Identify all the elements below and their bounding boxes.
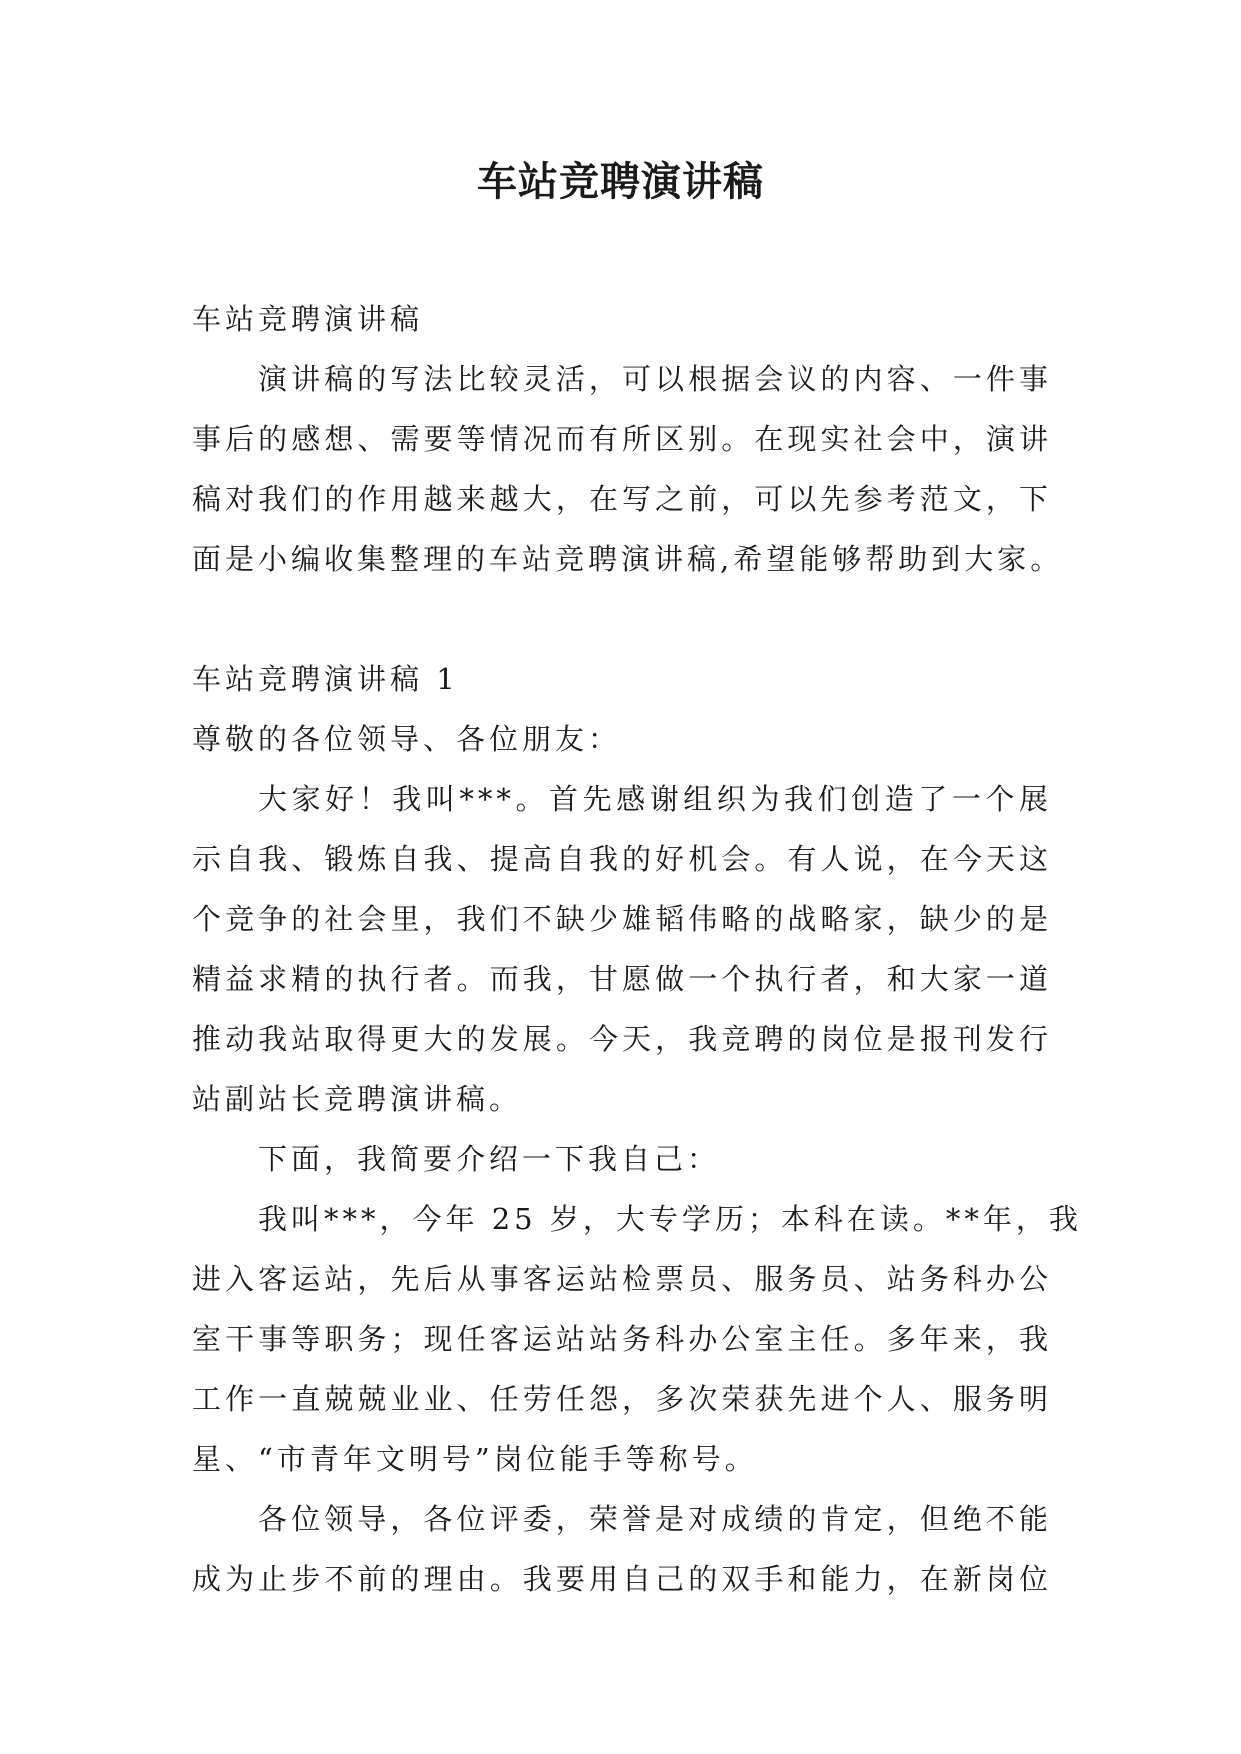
paragraph-line: 工作一直兢兢业业、任劳任怨，多次荣获先进个人、服务明 xyxy=(192,1382,1052,1416)
paragraph-gap xyxy=(192,589,1052,649)
paragraph-line: 精益求精的执行者。而我，甘愿做一个执行者，和大家一道 xyxy=(192,962,1052,996)
document-title: 车站竞聘演讲稿 xyxy=(477,158,764,205)
paragraph-line: 下面，我简要介绍一下我自己： xyxy=(258,1142,721,1176)
intro-line: 稿对我们的作用越来越大，在写之前，可以先参考范文，下 xyxy=(192,482,1052,516)
intro-line: 面是小编收集整理的车站竞聘演讲稿,希望能够帮助到大家。 xyxy=(192,542,1064,576)
paragraph-line: 站副站长竞聘演讲稿。 xyxy=(192,1082,523,1116)
paragraph-line: 进入客运站，先后从事客运站检票员、服务员、站务科办公 xyxy=(192,1262,1052,1296)
paragraph-line: 大家好！我叫***。首先感谢组织为我们创造了一个展 xyxy=(258,782,1052,816)
section-heading: 车站竞聘演讲稿 1 xyxy=(192,662,459,696)
paragraph-line: 各位领导，各位评委，荣誉是对成绩的肯定，但绝不能 xyxy=(258,1502,1052,1536)
paragraph-line: 个竞争的社会里，我们不缺少雄韬伟略的战略家，缺少的是 xyxy=(192,902,1052,936)
document-subtitle: 车站竞聘演讲稿 xyxy=(192,302,424,336)
paragraph-line: 室干事等职务；现任客运站站务科办公室主任。多年来，我 xyxy=(192,1322,1052,1356)
document-body xyxy=(192,289,1082,1609)
intro-line: 事后的感想、需要等情况而有所区别。在现实社会中，演讲 xyxy=(192,422,1052,456)
paragraph-line: 成为止步不前的理由。我要用自己的双手和能力，在新岗位 xyxy=(192,1562,1052,1596)
intro-line: 演讲稿的写法比较灵活，可以根据会议的内容、一件事 xyxy=(258,362,1052,396)
paragraph-line: 推动我站取得更大的发展。今天，我竞聘的岗位是报刊发行 xyxy=(192,1022,1052,1056)
paragraph-line: 示自我、锻炼自我、提高自我的好机会。有人说，在今天这 xyxy=(192,842,1052,876)
paragraph-line: 星、“市青年文明号”岗位能手等称号。 xyxy=(192,1442,758,1476)
paragraph-line: 我叫***，今年 25 岁，大专学历；本科在读。**年，我 xyxy=(258,1202,1082,1236)
salutation: 尊敬的各位领导、各位朋友： xyxy=(192,722,622,756)
